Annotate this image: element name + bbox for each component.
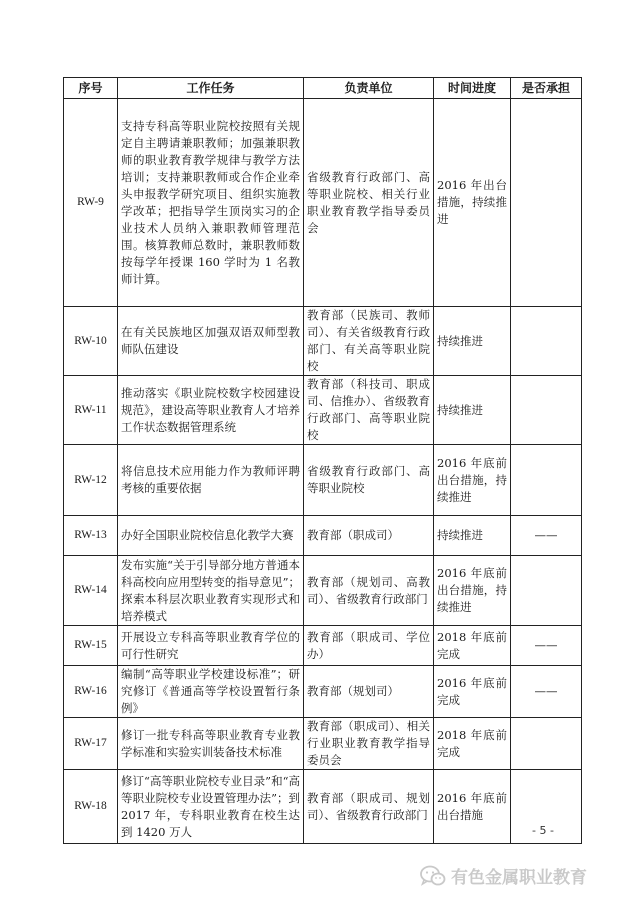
header-unit: 负责单位 <box>304 78 434 99</box>
row-unit: 教育部（民族司、教师司）、有关省级教育行政部门、有关高等职业院校 <box>304 307 434 376</box>
row-task: 办好全国职业院校信息化教学大赛 <box>118 516 304 556</box>
table-row <box>64 556 582 626</box>
row-time: 2016 年底前出台措施，持续推进 <box>434 445 511 516</box>
row-unit: 教育部（职成司、规划司）、省级教育行政部门 <box>304 770 434 844</box>
row-task: 修订一批专科高等职业教育专业教学标准和实验实训装备技术标准 <box>118 718 304 770</box>
row-unit: 教育部（职成司） <box>304 516 434 556</box>
row-undertake <box>511 556 582 626</box>
table-row <box>64 770 582 844</box>
row-undertake: —— <box>511 516 582 556</box>
watermark <box>420 863 587 888</box>
row-time: 2018 年底前完成 <box>434 718 511 770</box>
row-id: RW-12 <box>64 445 118 516</box>
row-task: 将信息技术应用能力作为教师评聘考核的重要依据 <box>118 445 304 516</box>
row-time: 2016 年底前出台措施，持续推进 <box>434 556 511 626</box>
row-id: RW-11 <box>64 376 118 445</box>
table-row <box>64 626 582 666</box>
row-time: 2018 年底前完成 <box>434 626 511 666</box>
page-number: - 5 - <box>532 824 554 837</box>
header-task: 工作任务 <box>118 78 304 99</box>
table-header-row <box>64 78 582 99</box>
row-task: 编制“高等职业学校建设标准”；研究修订《普通高等学校设置暂行条例》 <box>118 666 304 718</box>
row-undertake <box>511 307 582 376</box>
header-undertake: 是否承担 <box>511 78 582 99</box>
row-task: 发布实施“关于引导部分地方普通本科高校向应用型转变的指导意见”；探索本科层次职业教育实现形式和培养模式 <box>118 556 304 626</box>
row-id: RW-15 <box>64 626 118 666</box>
row-task: 修订“高等职业院校专业目录”和“高等职业院校专业设置管理办法”；到 2017 年，专科职业教育在校生达到 1420 万人 <box>118 770 304 844</box>
table-row <box>64 666 582 718</box>
table-row <box>64 376 582 445</box>
table-row <box>64 445 582 516</box>
row-undertake: —— <box>511 626 582 666</box>
table-row <box>64 307 582 376</box>
row-unit: 省级教育行政部门、高等职业院校、相关行业职业教育教学指导委员会 <box>304 99 434 307</box>
row-time: 2016 年底前出台措施 <box>434 770 511 844</box>
row-unit: 省级教育行政部门、高等职业院校 <box>304 445 434 516</box>
row-id: RW-17 <box>64 718 118 770</box>
row-id: RW-9 <box>64 99 118 307</box>
row-task: 支持专科高等职业院校按照有关规定自主聘请兼职教师；加强兼职教师的职业教育教学规律与教学方法培训；支持兼职教师或合作企业牵头申报教学研究项目、组织实施教学改革；把指导学生顶岗实习的企业技术人员纳入兼职教师管理范围。核算教师总数时，兼职教师数按每学年授课 160 学时为 1 名教师计算。 <box>118 99 304 307</box>
row-time: 持续推进 <box>434 376 511 445</box>
row-unit: 教育部（科技司、职成司、信推办）、省级教育行政部门、高等职业院校 <box>304 376 434 445</box>
row-id: RW-10 <box>64 307 118 376</box>
table-row <box>64 99 582 307</box>
row-time: 2016 年出台措施，持续推进 <box>434 99 511 307</box>
wechat-icon <box>420 865 446 887</box>
row-undertake <box>511 718 582 770</box>
row-id: RW-14 <box>64 556 118 626</box>
row-id: RW-13 <box>64 516 118 556</box>
header-id: 序号 <box>64 78 118 99</box>
row-undertake <box>511 99 582 307</box>
header-time: 时间进度 <box>434 78 511 99</box>
row-undertake <box>511 445 582 516</box>
table-row <box>64 516 582 556</box>
row-unit: 教育部（规划司） <box>304 666 434 718</box>
row-time: 2016 年底前完成 <box>434 666 511 718</box>
row-time: 持续推进 <box>434 516 511 556</box>
row-task: 推动落实《职业院校数字校园建设规范》，建设高等职业教育人才培养工作状态数据管理系统 <box>118 376 304 445</box>
row-undertake: —— <box>511 666 582 718</box>
row-task: 在有关民族地区加强双语双师型教师队伍建设 <box>118 307 304 376</box>
task-table <box>63 77 582 844</box>
row-unit: 教育部（职成司）、相关行业职业教育教学指导委员会 <box>304 718 434 770</box>
row-time: 持续推进 <box>434 307 511 376</box>
row-unit: 教育部（规划司、高教司）、省级教育行政部门 <box>304 556 434 626</box>
watermark-text: 有色金属职业教育 <box>451 868 587 888</box>
row-undertake <box>511 376 582 445</box>
table-row <box>64 718 582 770</box>
row-id: RW-18 <box>64 770 118 844</box>
row-unit: 教育部（职成司、学位办） <box>304 626 434 666</box>
row-task: 开展设立专科高等职业教育学位的可行性研究 <box>118 626 304 666</box>
row-id: RW-16 <box>64 666 118 718</box>
